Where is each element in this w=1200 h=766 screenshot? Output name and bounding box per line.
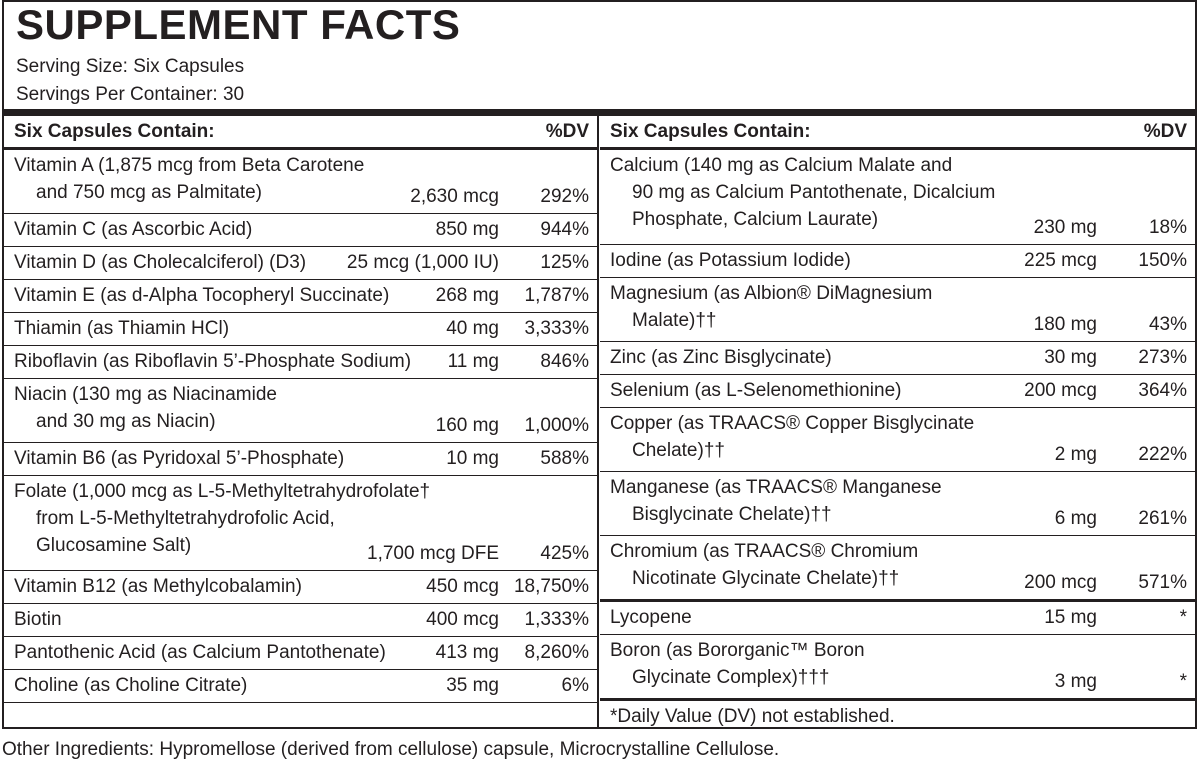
nutrient-name — [610, 538, 918, 592]
nutrient-name — [14, 606, 62, 633]
nutrient-row — [4, 280, 597, 313]
nutrient-name-line: Malate)†† — [632, 310, 717, 331]
right-nutrient-column — [600, 116, 1195, 727]
nutrient-daily-value: 3,333% — [524, 318, 589, 339]
nutrient-name — [610, 604, 692, 631]
nutrient-name — [610, 152, 995, 233]
nutrient-row — [600, 150, 1195, 245]
nutrient-row — [4, 476, 597, 571]
nutrient-name-line: Chromium (as TRAACS® Chromium — [610, 541, 919, 562]
nutrient-name-line: Vitamin D (as Cholecalciferol) (D3) — [14, 252, 307, 273]
nutrient-amount: 450 mcg — [426, 576, 499, 597]
nutrient-row — [4, 346, 597, 379]
nutrient-amount: 400 mcg — [426, 609, 499, 630]
nutrient-name-line: Vitamin C (as Ascorbic Acid) — [14, 219, 253, 240]
nutrient-name — [610, 377, 902, 404]
nutrient-daily-value: 571% — [1138, 572, 1187, 593]
nutrient-name — [14, 381, 277, 435]
daily-value-note: *Daily Value (DV) not established. — [610, 706, 895, 727]
nutrient-name-line: Glycinate Complex)††† — [632, 667, 830, 688]
nutrient-row — [600, 602, 1195, 635]
column-divider — [597, 116, 599, 729]
left-header-label: Six Capsules Contain: — [14, 121, 215, 142]
nutrient-name-line: from L-5-Methyltetrahydrofolic Acid, — [36, 508, 335, 529]
right-nutrient-rows — [600, 150, 1195, 701]
nutrient-row — [600, 342, 1195, 375]
left-nutrient-column — [4, 116, 597, 703]
nutrient-amount: 2 mg — [1054, 444, 1097, 465]
nutrient-row — [600, 635, 1195, 701]
nutrient-daily-value: 1,000% — [524, 415, 589, 436]
other-ingredients: Other Ingredients: Hypromellose (derived from cellulose) capsule, Microcrystalline Cellulose. — [2, 739, 780, 760]
nutrient-amount: 180 mg — [1033, 314, 1097, 335]
nutrient-amount: 25 mcg (1,000 IU) — [346, 252, 499, 273]
nutrient-amount: 200 mcg — [1024, 380, 1097, 401]
nutrient-daily-value: 425% — [540, 543, 589, 564]
nutrient-row — [4, 670, 597, 703]
nutrient-name-line: Magnesium (as Albion® DiMagnesium — [610, 283, 933, 304]
nutrient-amount: 35 mg — [446, 675, 499, 696]
nutrient-name-line: Vitamin B6 (as Pyridoxal 5’-Phosphate) — [14, 448, 345, 469]
nutrient-daily-value: 588% — [540, 448, 589, 469]
nutrient-amount: 2,630 mcg — [410, 186, 499, 207]
nutrient-amount: 268 mg — [435, 285, 499, 306]
nutrient-name-line: Glucosamine Salt) — [36, 535, 192, 556]
nutrient-name — [14, 216, 252, 243]
nutrient-name — [610, 280, 932, 334]
nutrient-name — [610, 247, 851, 274]
nutrient-name — [14, 282, 389, 309]
nutrient-daily-value: 273% — [1138, 347, 1187, 368]
nutrient-name-line: Vitamin B12 (as Methylcobalamin) — [14, 576, 302, 597]
nutrient-daily-value: 944% — [540, 219, 589, 240]
nutrient-name-line: Riboflavin (as Riboflavin 5’-Phosphate Sodium) — [14, 351, 412, 372]
nutrient-row — [600, 472, 1195, 536]
nutrient-name — [610, 344, 832, 371]
nutrient-name-line: Iodine (as Potassium Iodide) — [610, 250, 851, 271]
nutrient-name — [14, 639, 386, 666]
nutrient-name — [14, 315, 229, 342]
nutrient-amount: 225 mcg — [1024, 250, 1097, 271]
nutrient-daily-value: 150% — [1138, 250, 1187, 271]
nutrient-amount: 413 mg — [435, 642, 499, 663]
nutrient-daily-value: * — [1179, 607, 1187, 628]
nutrient-daily-value: 6% — [561, 675, 589, 696]
nutrient-amount: 230 mg — [1033, 217, 1097, 238]
nutrient-name — [610, 637, 865, 691]
nutrient-row — [4, 313, 597, 346]
nutrient-amount: 11 mg — [447, 351, 499, 372]
nutrient-name-line: Thiamin (as Thiamin HCl) — [14, 318, 230, 339]
nutrient-name-line: Selenium (as L-Selenomethionine) — [610, 380, 902, 401]
nutrient-amount: 850 mg — [435, 219, 499, 240]
nutrient-name-line: Niacin (130 mg as Niacinamide — [14, 384, 277, 405]
nutrient-name-line: Zinc (as Zinc Bisglycinate) — [610, 347, 832, 368]
nutrient-name-line: and 750 mcg as Palmitate) — [36, 182, 263, 203]
nutrient-row — [600, 278, 1195, 342]
nutrient-daily-value: 846% — [540, 351, 589, 372]
nutrient-name-line: Choline (as Choline Citrate) — [14, 675, 248, 696]
nutrient-daily-value: 261% — [1138, 508, 1187, 529]
nutrient-row — [4, 604, 597, 637]
serving-size: Serving Size: Six Capsules — [16, 56, 245, 77]
nutrient-name-line: Copper (as TRAACS® Copper Bisglycinate — [610, 413, 975, 434]
left-nutrient-rows — [4, 150, 597, 703]
nutrient-name-line: Bisglycinate Chelate)†† — [632, 504, 832, 525]
nutrient-amount: 6 mg — [1054, 508, 1097, 529]
nutrient-daily-value: 43% — [1148, 314, 1187, 335]
nutrient-amount: 160 mg — [435, 415, 499, 436]
left-header-dv: %DV — [545, 121, 589, 142]
nutrient-amount: 40 mg — [446, 318, 499, 339]
nutrient-row — [4, 150, 597, 214]
nutrient-amount: 30 mg — [1044, 347, 1097, 368]
thick-divider — [4, 109, 1195, 116]
nutrient-daily-value: 18% — [1148, 217, 1187, 238]
nutrient-row — [600, 408, 1195, 472]
nutrient-amount: 15 mg — [1044, 607, 1097, 628]
nutrient-amount: 10 mg — [446, 448, 499, 469]
nutrient-name-line: Lycopene — [610, 607, 692, 628]
nutrient-name-line: Phosphate, Calcium Laurate) — [632, 209, 879, 230]
nutrient-name-line: 90 mg as Calcium Pantothenate, Dicalcium — [632, 182, 996, 203]
nutrient-daily-value: * — [1179, 671, 1187, 692]
nutrient-amount: 3 mg — [1054, 671, 1097, 692]
nutrient-row — [4, 247, 597, 280]
nutrient-daily-value: 125% — [540, 252, 589, 273]
nutrient-row — [600, 375, 1195, 408]
right-header-dv: %DV — [1143, 121, 1187, 142]
nutrient-name-line: Vitamin A (1,875 mcg from Beta Carotene — [14, 155, 365, 176]
nutrient-name — [14, 348, 411, 375]
nutrient-amount: 1,700 mcg DFE — [367, 543, 499, 564]
supplement-facts-panel — [2, 0, 1197, 729]
left-column-header — [4, 116, 597, 150]
nutrient-name-line: Manganese (as TRAACS® Manganese — [610, 477, 942, 498]
nutrient-daily-value: 18,750% — [513, 576, 589, 597]
nutrient-row — [4, 571, 597, 604]
right-column-header — [600, 116, 1195, 150]
nutrient-daily-value: 1,787% — [524, 285, 589, 306]
nutrient-name-line: Folate (1,000 mcg as L-5-Methyltetrahydrofolate† — [14, 481, 431, 502]
nutrient-name-line: Vitamin E (as d-Alpha Tocopheryl Succinate) — [14, 285, 390, 306]
servings-per-container: Servings Per Container: 30 — [16, 84, 245, 105]
nutrient-row — [4, 443, 597, 476]
nutrient-name-line: Boron (as Bororganic™ Boron — [610, 640, 865, 661]
nutrient-daily-value: 8,260% — [524, 642, 589, 663]
nutrient-name — [14, 573, 302, 600]
nutrient-row — [4, 214, 597, 247]
panel-title: SUPPLEMENT FACTS — [16, 1, 461, 48]
nutrient-name-line: and 30 mg as Niacin) — [36, 411, 216, 432]
nutrient-name — [610, 410, 974, 464]
nutrient-name — [610, 474, 942, 528]
nutrient-name — [14, 152, 364, 206]
nutrient-name-line: Chelate)†† — [632, 440, 725, 461]
nutrient-name — [14, 445, 344, 472]
nutrient-amount: 200 mcg — [1024, 572, 1097, 593]
nutrient-row — [600, 536, 1195, 602]
nutrient-row — [600, 245, 1195, 278]
nutrient-name-line: Calcium (140 mg as Calcium Malate and — [610, 155, 953, 176]
nutrient-name-line: Pantothenic Acid (as Calcium Pantothenate) — [14, 642, 386, 663]
right-header-label: Six Capsules Contain: — [610, 121, 811, 142]
nutrient-name-line: Biotin — [14, 609, 62, 630]
nutrient-row — [4, 379, 597, 443]
nutrient-name-line: Nicotinate Glycinate Chelate)†† — [632, 568, 900, 589]
nutrient-daily-value: 222% — [1138, 444, 1187, 465]
nutrient-row — [4, 637, 597, 670]
nutrient-daily-value: 1,333% — [524, 609, 589, 630]
nutrient-daily-value: 292% — [540, 186, 589, 207]
nutrient-name — [14, 249, 306, 276]
nutrient-name — [14, 672, 247, 699]
nutrient-daily-value: 364% — [1138, 380, 1187, 401]
